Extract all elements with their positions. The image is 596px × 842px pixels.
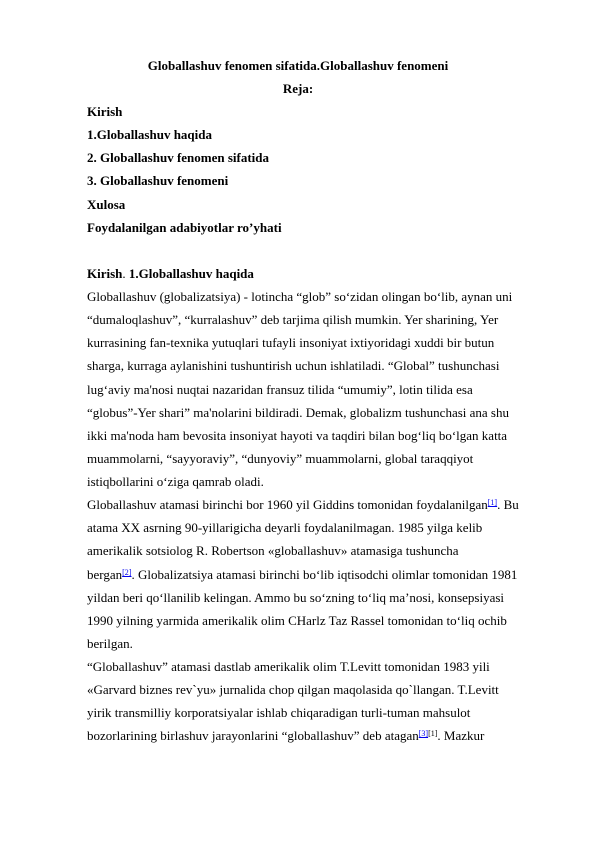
footnote-link-2[interactable]: [2] bbox=[122, 568, 132, 577]
body-line-tail: . Bu bbox=[497, 497, 519, 512]
body-line-text: bozorlarining birlashuv jarayonlarini “globallashuv” deb atagan bbox=[87, 728, 419, 743]
body-line: lug‘aviy ma'nosi nuqtai nazaridan fransuz tilida “umumiy”, lotin tilida esa bbox=[87, 382, 473, 397]
body-line: «Garvard biznes rev`yu» jurnalida chop qilgan maqolasida qo`llangan. T.Levitt bbox=[87, 682, 499, 697]
body-line: Globallashuv (globalizatsiya) - lotincha “glob” so‘zidan olingan bo‘lib, aynan uni bbox=[87, 289, 513, 304]
footnote-link-3[interactable]: [3] bbox=[418, 729, 429, 738]
toc-item-introduction: Kirish bbox=[87, 104, 123, 119]
document-title: Globallashuv fenomen sifatida.Globallashuv fenomeni bbox=[147, 58, 449, 73]
body-line: istiqbollarini o‘ziga qamrab oladi. bbox=[87, 474, 264, 489]
footnote-ref: [1] bbox=[428, 729, 438, 738]
body-line: “globus”-Yer shari” ma'nolarini bildiradi. Demak, globalizm tushunchasi ana shu bbox=[87, 405, 509, 420]
section-heading-sep: . bbox=[122, 266, 126, 281]
body-line bbox=[87, 567, 517, 583]
section-heading-part1: Kirish bbox=[87, 266, 123, 281]
body-line bbox=[87, 497, 519, 513]
body-line: ikki ma'noda ham bevosita insoniyat hayoti va taqdiri bilan bog‘liq bo‘lgan katta bbox=[87, 428, 508, 443]
body-line-tail: . Globalizatsiya atamasi birinchi bo‘lib iqtisodchi olimlar tomonidan 1981 bbox=[131, 567, 518, 582]
body-line: kurrasining fan-texnika yutuqlari tufayli insoniyat ixtiyoridagi xuddi bir butun bbox=[87, 335, 495, 350]
body-line-tail: . Mazkur bbox=[437, 728, 485, 743]
body-line: sharga, kurraga aylanishini tushuntirish uchun ishlatiladi. “Global” tushunchasi bbox=[87, 358, 500, 373]
body-line: berilgan. bbox=[87, 636, 133, 651]
toc-item-2: 2. Globallashuv fenomen sifatida bbox=[87, 150, 270, 165]
body-line: yildan beri qo‘llanilib kelingan. Ammo bu so‘zning to‘liq ma’nosi, konsepsiyasi bbox=[87, 590, 505, 605]
toc-item-references: Foydalanilgan adabiyotlar ro’yhati bbox=[87, 220, 282, 235]
toc-item-conclusion: Xulosa bbox=[87, 197, 126, 212]
section-heading bbox=[87, 266, 254, 282]
toc-item-1: 1.Globallashuv haqida bbox=[87, 127, 212, 142]
body-line: atama XX asrning 90-yillarigicha deyarli foydalanilmagan. 1985 yilga kelib bbox=[87, 520, 483, 535]
footnote-link-1[interactable]: [1] bbox=[487, 498, 498, 507]
body-line: 1990 yilning yarmida amerikalik olim CHarlz Taz Rassel tomonidan to‘liq ochib bbox=[87, 613, 507, 628]
body-line: amerikalik sotsiolog R. Robertson «globallashuv» atamasiga tushuncha bbox=[87, 543, 459, 558]
body-line-text: Globallashuv atamasi birinchi bor 1960 yil Giddins tomonidan foydalanilgan bbox=[87, 497, 488, 512]
plan-heading: Reja: bbox=[282, 81, 314, 96]
section-heading-part2: 1.Globallashuv haqida bbox=[125, 266, 254, 281]
body-line: muammolarni, “sayyoraviy”, “dunyoviy” muammolarni, global taraqqiyot bbox=[87, 451, 474, 466]
body-line: “Globallashuv” atamasi dastlab amerikalik olim T.Levitt tomonidan 1983 yili bbox=[87, 659, 490, 674]
toc-item-3: 3. Globallashuv fenomeni bbox=[87, 173, 229, 188]
body-line bbox=[87, 728, 484, 744]
body-line: yirik transmilliy korporatsiyalar ishlab chiqaradigan turli-tuman mahsulot bbox=[87, 705, 471, 720]
body-line-text: bergan bbox=[87, 567, 123, 582]
body-line: “dumaloqlashuv”, “kurralashuv” deb tarjima qilish mumkin. Yer sharining, Yer bbox=[87, 312, 499, 327]
